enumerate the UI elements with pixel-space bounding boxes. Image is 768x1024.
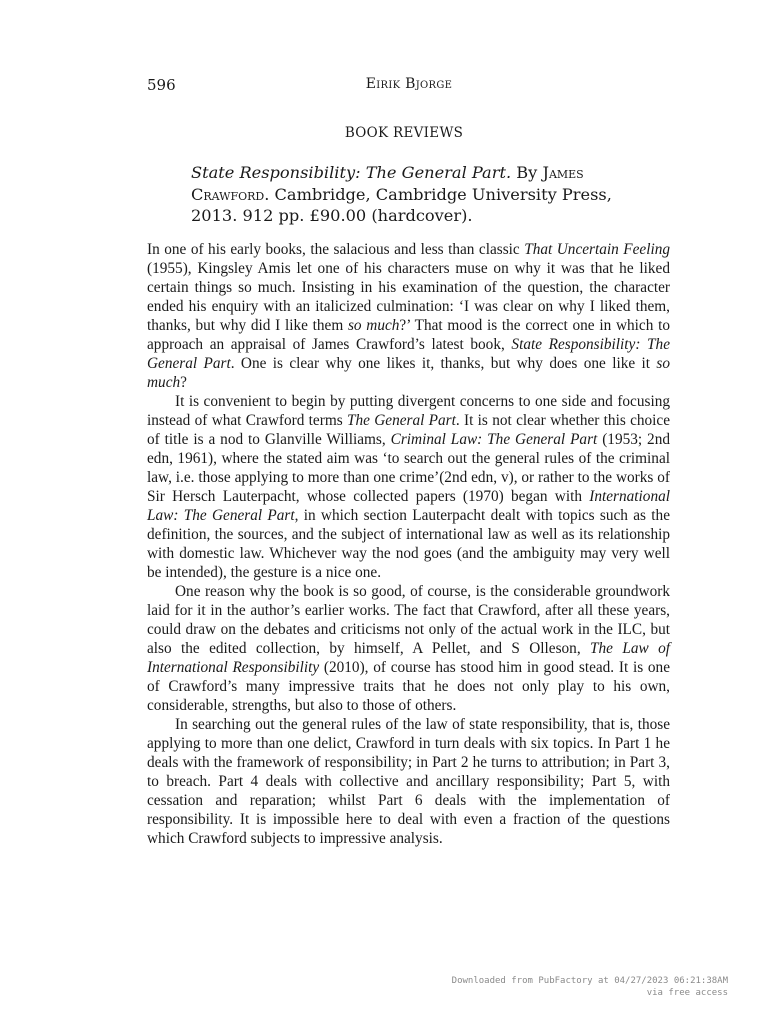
page-number: 596 bbox=[147, 76, 176, 94]
section-title: BOOK REVIEWS bbox=[344, 125, 464, 141]
italic-text: The General Part bbox=[346, 412, 456, 429]
text-segment: One reason why the book is so good, of course, is the considerable groundwork laid for it in the author’s earlier works. The fact that Crawford, after all these years, could draw on the debates and criticisms not only of the actual work in the ILC, but also the edited collection, by himself, A Pellet, and S Olleson, bbox=[147, 583, 670, 657]
italic-text: That Uncertain Feeling bbox=[524, 241, 670, 258]
text-segment: (1953; 2nd edn, 1961), where the stated aim was ‘to search out the general rules of the criminal law, i.e. those applying to more than one crime’(2nd edn, v), or rather to the works of Sir Hersch Lauterpacht, whose collected papers (1970) began with bbox=[147, 431, 670, 505]
book-title: State Responsibility: The General Part. bbox=[191, 163, 512, 182]
paragraph bbox=[147, 715, 670, 848]
text-segment: ?’ That mood is the correct one in which to approach an appraisal of James Crawford’s latest book, bbox=[147, 317, 670, 353]
italic-text: International Law: The General Part bbox=[147, 488, 670, 524]
book-author: James Crawford. bbox=[191, 163, 584, 204]
footer-line-1: Downloaded from PubFactory at 04/27/2023 06:21:38AM bbox=[451, 976, 728, 986]
download-footer bbox=[452, 975, 728, 999]
paragraph bbox=[147, 582, 670, 715]
text-segment: (2010), of course has stood him in good stead. It is one of Crawford’s many impressive traits that he does not only play to his own, considerable, strengths, but also to those of others. bbox=[147, 659, 670, 714]
italic-text: State Responsibility: The General Part bbox=[147, 336, 670, 372]
text-segment: In one of his early books, the salacious and less than classic bbox=[147, 241, 525, 258]
book-reference bbox=[191, 162, 651, 227]
text-segment: It is convenient to begin by putting divergent concerns to one side and focusing instead of what Crawford terms bbox=[147, 393, 670, 429]
text-segment: ? bbox=[180, 374, 187, 391]
book-by: By bbox=[516, 163, 538, 182]
footer-line-2: via free access bbox=[646, 988, 728, 998]
paragraph bbox=[147, 240, 670, 392]
italic-text: so much bbox=[147, 355, 670, 391]
text-segment: In searching out the general rules of the law of state responsibility, that is, those applying to more than one delict, Crawford in turn deals with six topics. In Part 1 he deals with the framework of responsibility; in Part 2 he turns to attribution; in Part 3, to breach. Part 4 deals with collective and ancillary responsibility; Part 5, with cessation and reparation; whilst Part 6 deals with the implementation of responsibility. It is impossible here to deal with even a fraction of the questions which Crawford subjects to impressive analysis. bbox=[147, 716, 670, 847]
text-segment: . It is not clear whether this choice of title is a nod to Glanville Williams, bbox=[147, 412, 671, 448]
text-segment: , in which section Lauterpacht dealt with topics such as the definition, the sources, and the subject of international law as well as its relationship with domestic law. Whichever way the nod goes (and the ambiguity may very well be intended), the gesture is a nice one. bbox=[147, 507, 670, 581]
italic-text: so much bbox=[347, 317, 400, 334]
text-segment: . One is clear why one likes it, thanks, but why does one like it bbox=[230, 355, 657, 372]
italic-text: Criminal Law: The General Part bbox=[390, 431, 598, 448]
italic-text: The Law of International Responsibility bbox=[147, 640, 670, 676]
text-segment: (1955), Kingsley Amis let one of his characters muse on why it was that he liked certain things so much. Insisting in his examination of the question, the character ended his enquiry with an italicized culmination: ‘I was clear on why I liked them, thanks, but why did I like them bbox=[147, 260, 670, 334]
review-body bbox=[147, 240, 670, 848]
book-publication: Cambridge, Cambridge University Press, 2013. 912 pp. £90.00 (hardcover). bbox=[191, 184, 612, 225]
paragraph bbox=[147, 392, 670, 582]
running-head: Eirik Bjorge bbox=[365, 76, 453, 92]
